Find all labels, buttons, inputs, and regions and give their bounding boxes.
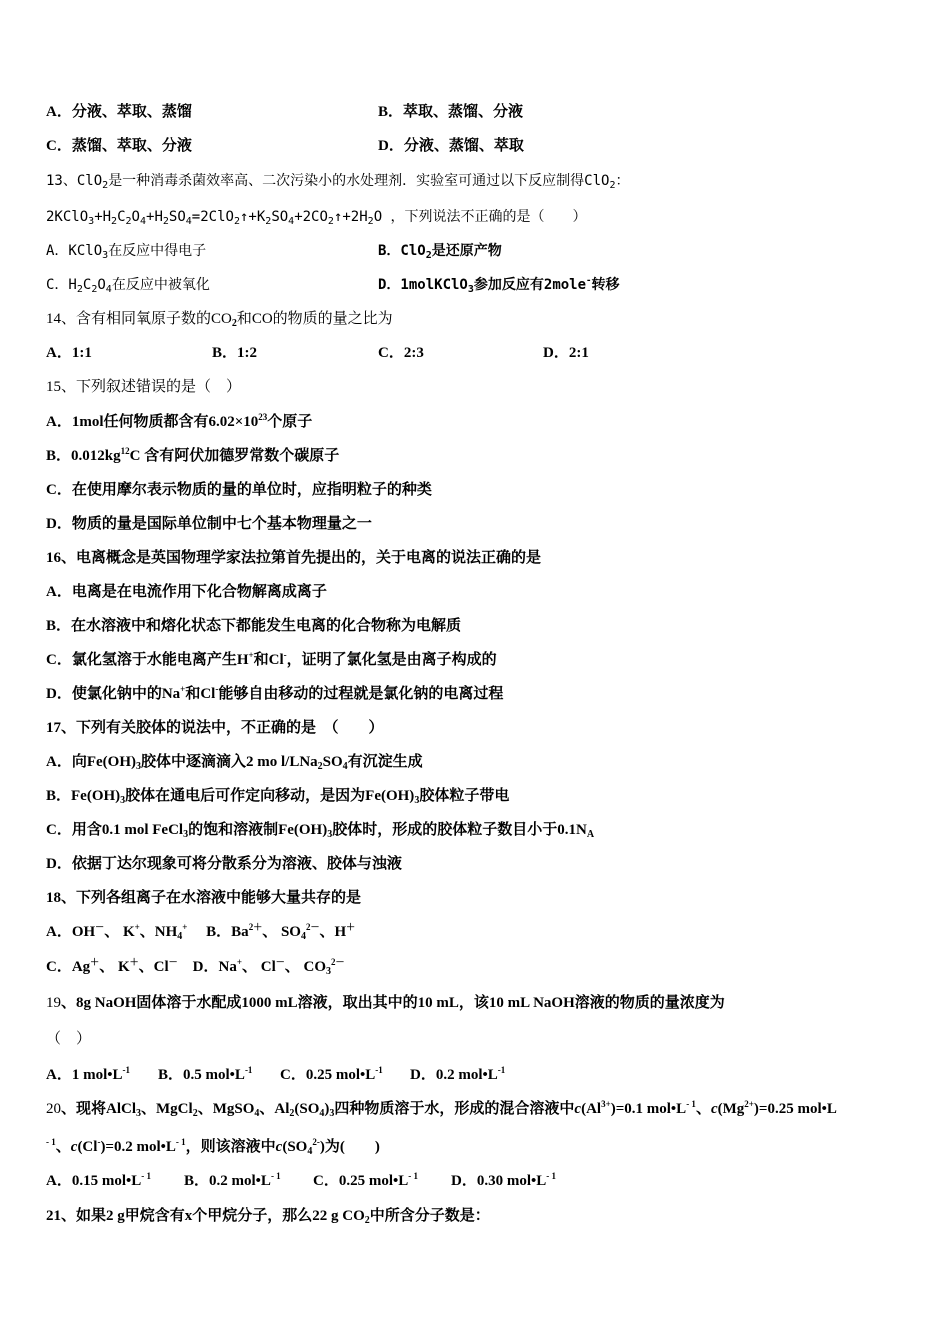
q18-stem: 18、下列各组离子在水溶液中能够大量共存的是 [46, 890, 362, 906]
q20-option-d: D．0.30 $mol•L^{- 1}$ [451, 1171, 557, 1189]
q14-option-a: A．1:1 [46, 345, 92, 361]
q19-stem: 19、8g NaOH固体溶于水配成1000 mL溶液，取出其中的10 mL，该10 mL NaOH溶液的物质的量浓度为 [46, 995, 725, 1011]
q18-options-cd: C．Ag＋、 K＋、Cl－ D．Na+、 Cl－、 $CO_3^{2-}$ [46, 957, 345, 977]
q13-stem: 13、ClO$_2$是一种消毒杀菌效率高、二次污染小的水处理剂．实验室可通过以下反应制得ClO$_2$： [46, 173, 630, 191]
q19-paren: （ ） [46, 1031, 92, 1047]
q14-option-d: D．2:1 [543, 345, 589, 361]
q13-option-b: B．ClO$_2$是还原产物 [378, 243, 502, 261]
q19-option-c: C．0.25 $mol•L^{-1}$ [280, 1065, 383, 1083]
q14-option-b: B．1:2 [212, 345, 258, 361]
q17-option-a: A．向$Fe(OH)_3$胶体中逐滴滴入2 mo $l/LNa_2SO_4$有沉淀生成 [46, 754, 423, 772]
q19-option-a: A．1 $mol•L^{-1}$ [46, 1065, 131, 1083]
q19-option-d: D．0.2 $mol•L^{-1}$ [410, 1065, 506, 1083]
q15-option-d: D．物质的量是国际单位制中七个基本物理量之一 [46, 516, 372, 532]
q14-option-c: C．2:3 [378, 345, 424, 361]
q21-stem: 21、如果2 g甲烷含有x个甲烷分子，那么22 g $CO_2$中所含分子数是： [46, 1208, 490, 1226]
q13-option-a: A．KClO$_3$在反应中得电子 [46, 243, 207, 261]
q20-option-b: B．0.2 $mol•L^{- 1}$ [184, 1171, 281, 1189]
q13-option-c: C．$H_2C_2O_4$在反应中被氧化 [46, 277, 210, 295]
q17-option-c: C．用含0.1 mol FeCl$_3$的饱和溶液制$Fe(OH)_3$胶体时，形成的胶体粒子数目小于$0.1N_A$ [46, 822, 595, 840]
q14-stem: 14、含有相同氧原子数的$CO_2$和CO的物质的量之比为 [46, 311, 393, 329]
q15-option-a: A．1mol任何物质都含有$6.02\times 10^{23}$个原子 [46, 412, 313, 430]
q20-option-a: A．0.15 $mol•L^{- 1}$ [46, 1171, 152, 1189]
q16-option-c: C．氯化氢溶于水能电离产生H+和Cl-，证明了氯化氢是由离子构成的 [46, 650, 497, 668]
q19-option-b: B．0.5 $mol•L^{-1}$ [158, 1065, 253, 1083]
q16-stem: 16、电离概念是英国物理学家法拉第首先提出的，关于电离的说法正确的是 [46, 550, 542, 566]
q12-option-a: A．分液、萃取、蒸馏 [46, 104, 192, 120]
q17-option-b: B．$Fe(OH)_3$胶体在通电后可作定向移动，是因为$Fe(OH)_3$胶体粒子带电 [46, 788, 510, 806]
q15-option-b: B．$0.012kg^{12}C$ 含有阿伏加德罗常数个碳原子 [46, 446, 340, 464]
q20-stem-line1: 20、现将AlCl$_3$、MgCl$_2$、MgSO$_4$、$Al_2(SO_4)_3$四种物质溶于水，形成的混合溶液中$c(Al^{3+})=0.1$ $mol•L^{- 1}$、$c(Mg^{2+})=0.25$ mol•L [46, 1099, 837, 1119]
q16-option-d: D．使氯化钠中的Na+和Cl-能够自由移动的过程就是氯化钠的电离过程 [46, 684, 504, 702]
q20-option-c: C．0.25 $mol•L^{- 1}$ [313, 1171, 419, 1189]
q18-options-ab: A．OH－、 K+、$NH_4^+$ B．$Ba^{2+}$、 $SO_4^{2-}$、H＋ [46, 922, 356, 942]
q17-stem: 17、下列有关胶体的说法中，不正确的是 （ ） [46, 720, 384, 736]
q12-option-d: D．分液、蒸馏、萃取 [378, 138, 524, 154]
q16-option-a: A．电离是在电流作用下化合物解离成离子 [46, 584, 327, 600]
q15-option-c: C．在使用摩尔表示物质的量的单位时，应指明粒子的种类 [46, 482, 432, 498]
q12-option-b: B．萃取、蒸馏、分液 [378, 104, 524, 120]
q13-option-d: D．1molKClO$_3$参加反应有2mole-转移 [378, 276, 620, 295]
q13-equation: $2KClO_3+H_2C_2O_4+H_2SO_4=2ClO_2↑+K_2SO_4+2CO_2↑+2H_2O$ ，下列说法不正确的是（ ） [46, 209, 587, 227]
q15-stem: 15、下列叙述错误的是（ ） [46, 379, 242, 395]
q16-option-b: B．在水溶液中和熔化状态下都能发生电离的化合物称为电解质 [46, 618, 462, 634]
q20-stem-line2: $^{- 1}$、c(Cl-)=0.2 $mol•L^{- 1}$，则该溶液中$c(SO_4^{2-})$为( ) [46, 1137, 380, 1157]
q12-option-c: C．蒸馏、萃取、分液 [46, 138, 192, 154]
q17-option-d: D．依据丁达尔现象可将分散系分为溶液、胶体与浊液 [46, 856, 402, 872]
